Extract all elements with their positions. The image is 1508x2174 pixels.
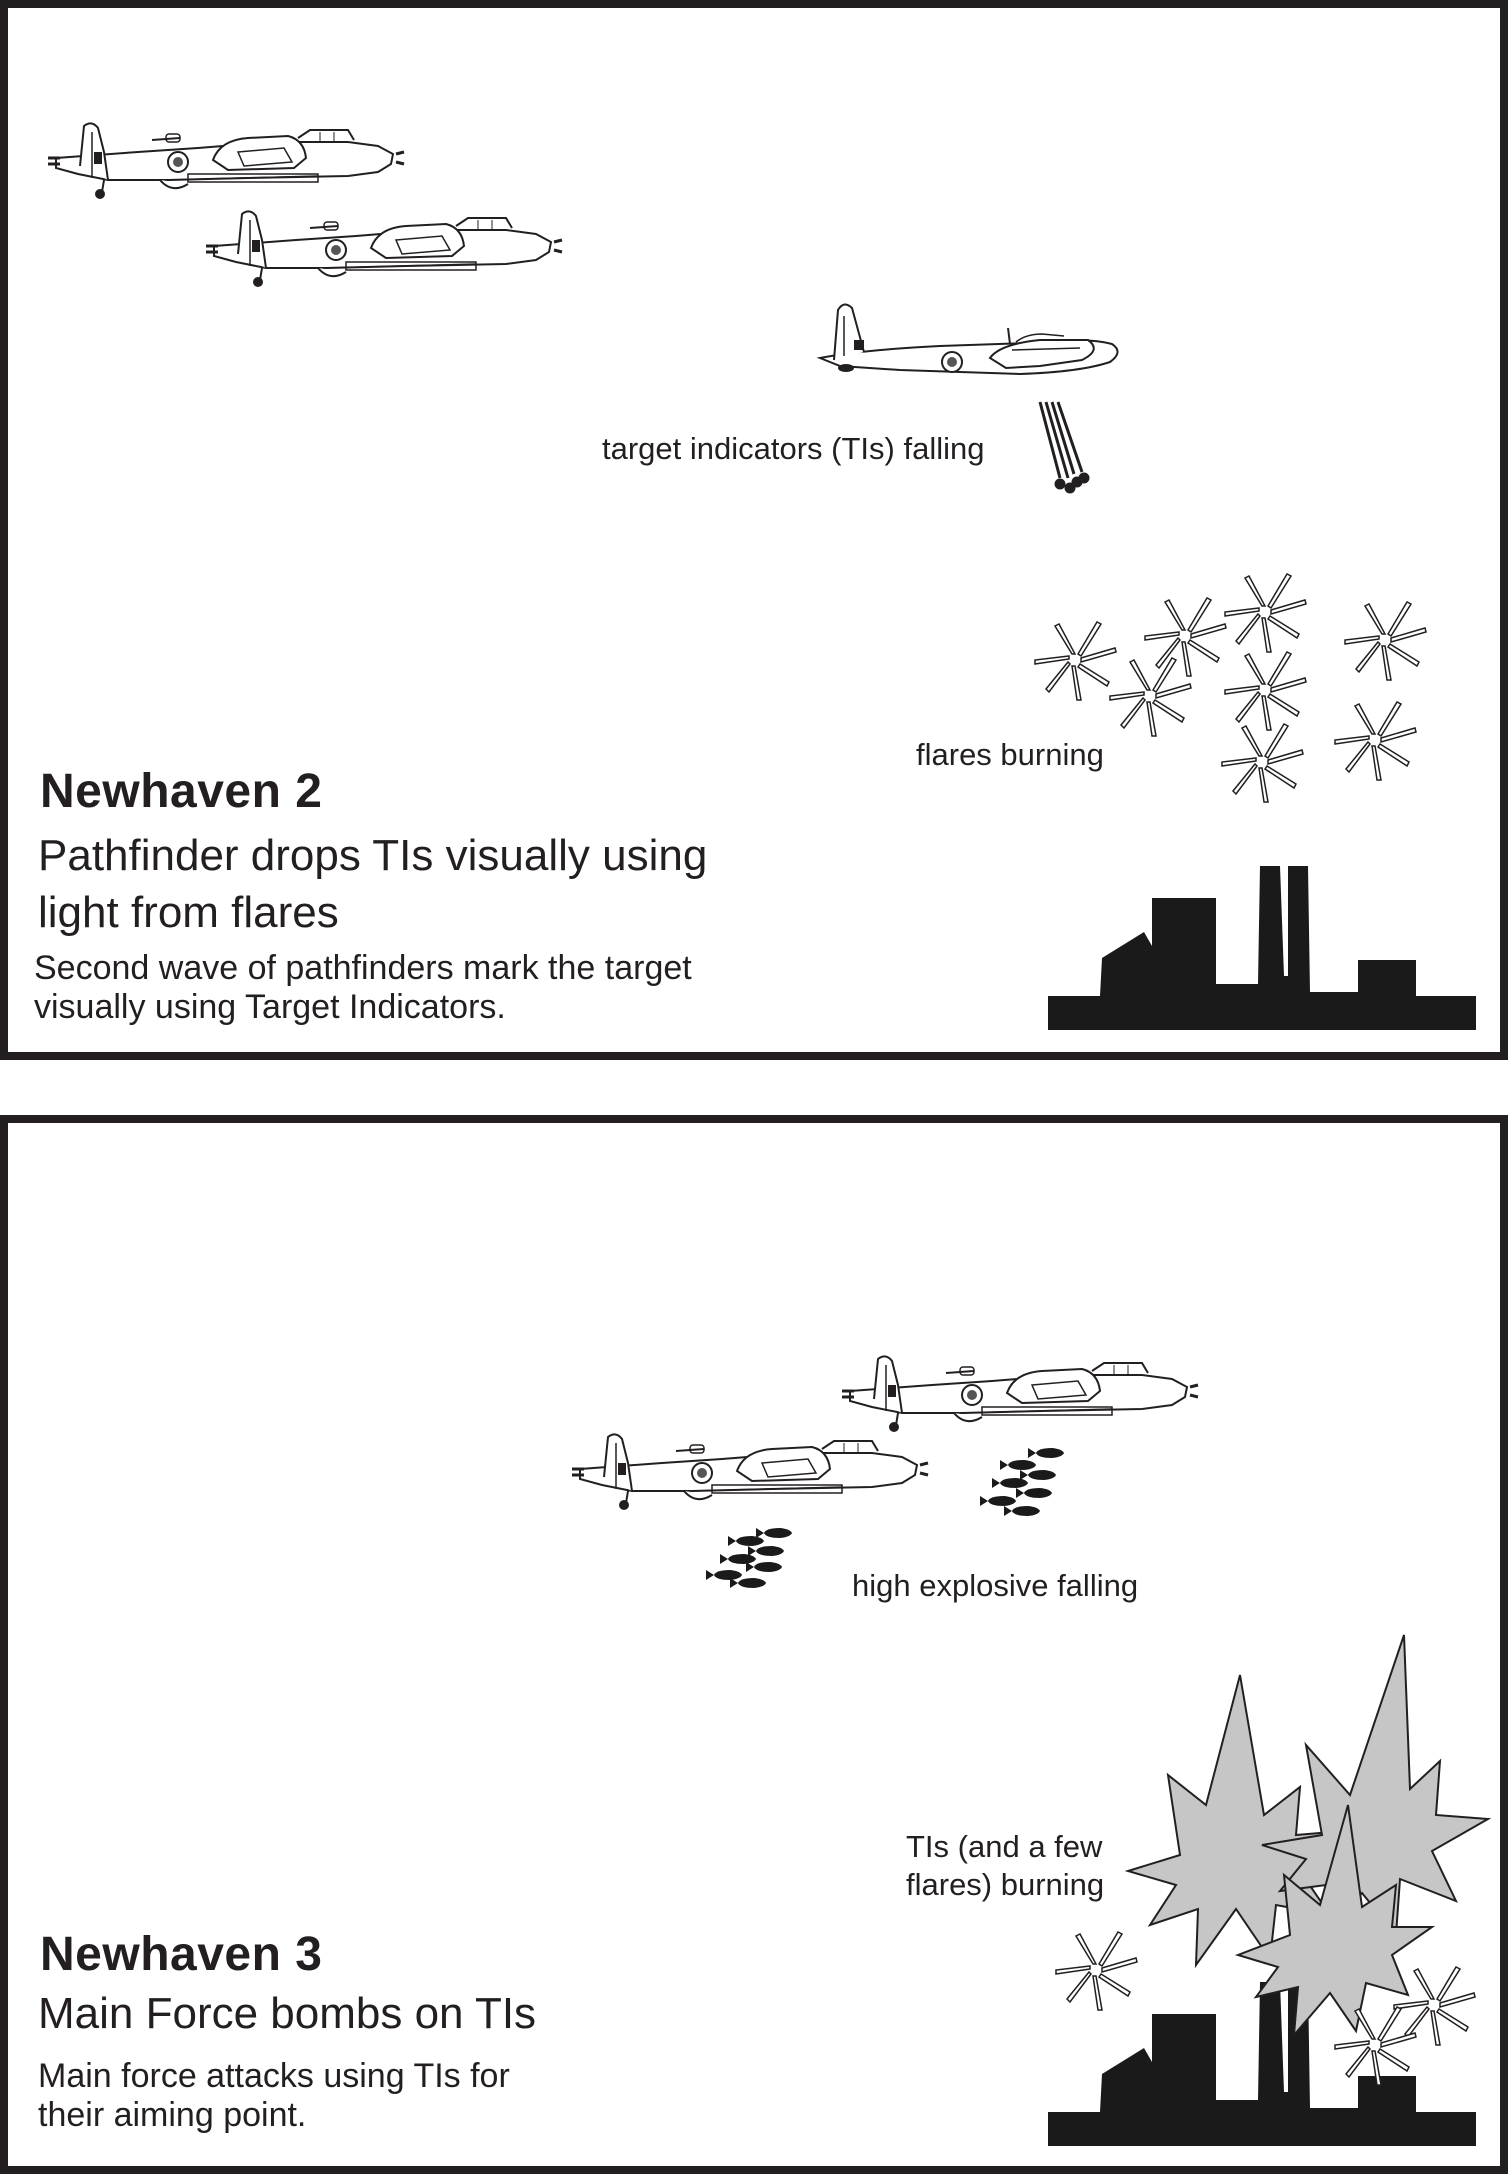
bomb-icon — [756, 1528, 792, 1538]
bomb-icon — [1020, 1470, 1056, 1480]
panel-caption: Second wave of pathfinders mark the target visually using Target Indicators. — [34, 949, 692, 1026]
lancaster-bomber-icon — [48, 123, 404, 199]
bomb-group — [706, 1528, 792, 1588]
bomb-icon — [720, 1554, 756, 1564]
flares-label: flares burning — [916, 737, 1104, 772]
ti-falling-label: target indicators (TIs) falling — [602, 431, 985, 466]
flare-burst-icon — [1035, 622, 1116, 700]
bomb-icon — [1004, 1506, 1040, 1516]
bomb-icon — [728, 1536, 764, 1546]
panel-newhaven-2 — [0, 0, 1508, 1060]
panel-title: Newhaven 2 — [40, 765, 323, 818]
lancaster-bomber-icon — [842, 1356, 1198, 1432]
bomb-icon — [980, 1496, 1016, 1506]
bomb-icon — [992, 1478, 1028, 1488]
bomb-icon — [1000, 1460, 1036, 1470]
panel-newhaven-3 — [0, 1115, 1508, 2174]
flare-burst-icon — [1345, 602, 1426, 680]
mosquito-pathfinder-icon — [820, 304, 1118, 374]
bomb-icon — [730, 1578, 766, 1588]
bomb-icon — [746, 1562, 782, 1572]
flare-burst-icon — [1225, 652, 1306, 730]
flare-burst-icon — [1110, 658, 1191, 736]
panel-subtitle: Pathfinder drops TIs visually using light from flares — [38, 831, 708, 937]
flare-burst-icon — [1222, 724, 1303, 802]
flare-burst-icon — [1056, 1932, 1137, 2010]
explosion-cluster — [1128, 1635, 1488, 2035]
tis-burning-label: TIs (and a few flares) burning — [906, 1829, 1105, 1902]
bomb-icon — [1028, 1448, 1064, 1458]
flare-burst-icon — [1335, 702, 1416, 780]
flare-burst-icon — [1394, 1967, 1475, 2045]
bomb-group — [980, 1448, 1064, 1516]
factory-silhouette-icon — [1048, 866, 1476, 1030]
panel-caption: Main force attacks using TIs for their aiming point. — [38, 2057, 510, 2134]
lancaster-bomber-icon — [572, 1434, 928, 1510]
he-falling-label: high explosive falling — [852, 1568, 1139, 1603]
panel-subtitle: Main Force bombs on TIs — [38, 1989, 537, 2038]
bomb-icon — [748, 1546, 784, 1556]
bomb-icon — [1016, 1488, 1052, 1498]
flare-burst-icon — [1225, 574, 1306, 652]
flare-burst-icon — [1145, 598, 1226, 676]
panel-title: Newhaven 3 — [40, 1928, 323, 1981]
lancaster-bomber-icon — [206, 211, 562, 287]
bomb-icon — [706, 1570, 742, 1580]
target-indicators-icon — [1040, 402, 1088, 492]
